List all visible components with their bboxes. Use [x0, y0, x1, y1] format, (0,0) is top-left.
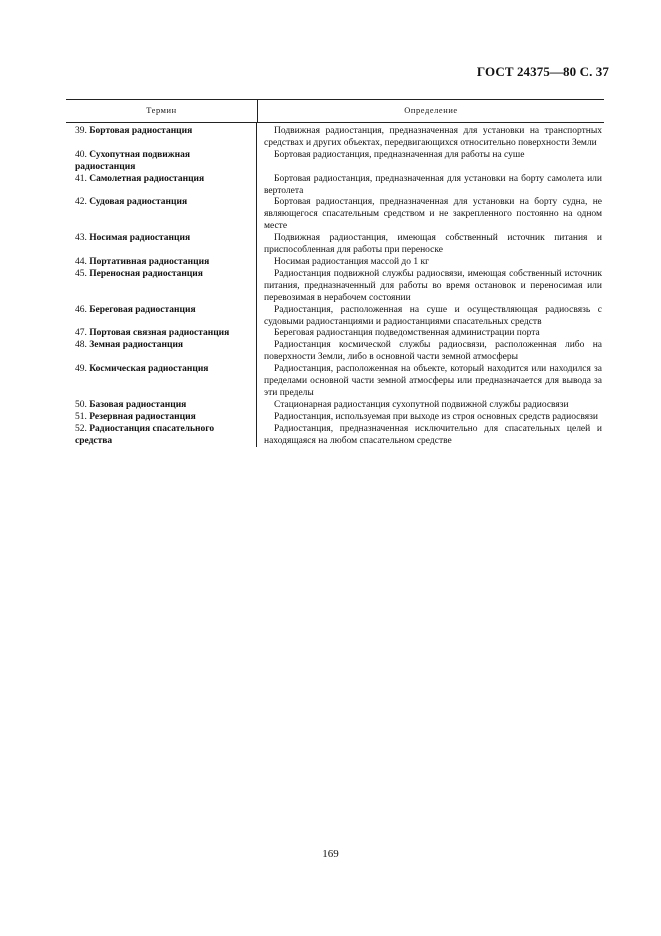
- table-row: [66, 123, 604, 150]
- definition-cell: Радиостанция, используемая при выходе из строя основных средств радиосвязи: [274, 411, 598, 422]
- term-number: 51.: [75, 411, 87, 422]
- term-cell: [66, 269, 257, 305]
- term-cell: [66, 364, 257, 400]
- table-row: [66, 233, 604, 257]
- term-cell: [66, 257, 257, 269]
- term-number: 52.: [75, 423, 87, 434]
- term-name: Судовая радиостанция: [89, 197, 188, 208]
- definition-cell: Носимая радиостанция массой до 1 кг: [274, 256, 430, 267]
- definition-cell: Бортовая радиостанция, предназначенная для установки на борту судна, не являющегося спасательным средством и не закрепленного постоянно на одном месте: [264, 197, 602, 232]
- column-header-term: Термин: [66, 100, 258, 122]
- document-header: ГОСТ 24375—80 С. 37: [476, 64, 609, 79]
- term-number: 40.: [75, 149, 87, 160]
- term-name: Самолетная радиостанция: [89, 173, 205, 184]
- term-cell: [66, 233, 257, 257]
- term-number: 43.: [75, 233, 87, 244]
- term-number: 50.: [75, 399, 87, 410]
- terms-table: [66, 99, 604, 447]
- table-row: [66, 269, 604, 305]
- definition-cell: Береговая радиостанция подведомственная администрации порта: [274, 328, 540, 339]
- column-header-definition: Определение: [404, 106, 458, 115]
- table-row: [66, 150, 604, 174]
- table-row: [66, 305, 604, 329]
- term-number: 44.: [75, 256, 87, 267]
- table-row: [66, 364, 604, 400]
- table-row: [66, 174, 604, 198]
- term-name: Носимая радиостанция: [89, 233, 191, 244]
- term-cell: [66, 197, 257, 233]
- term-number: 39.: [75, 126, 87, 136]
- table-row: [66, 412, 604, 424]
- term-cell: [66, 340, 257, 364]
- term-cell: [66, 150, 257, 174]
- table-row: [66, 328, 604, 340]
- definition-cell: Радиостанция, предназначенная исключительно для спасательных целей и находящаяся на любом спасательном средстве: [264, 423, 602, 446]
- term-number: 46.: [75, 304, 87, 315]
- definition-cell: Радиостанция подвижной службы радиосвязи, имеющая собственный источник питания, предназначенный для работы во время остановок и переносимая или перевозимая в нерабочем состоянии: [264, 268, 602, 303]
- table-row: [66, 400, 604, 412]
- term-name: Радиостанция спасательного средства: [75, 423, 215, 446]
- table-row: [66, 340, 604, 364]
- term-cell: [66, 123, 257, 150]
- definition-cell: Подвижная радиостанция, предназначенная для установки на транспортных средствах и других объектах, передвигающихся относительно поверхности Земли: [264, 126, 602, 148]
- term-cell: [66, 412, 257, 424]
- term-name: Портативная радиостанция: [89, 256, 210, 267]
- term-name: Земная радиостанция: [89, 340, 184, 351]
- table-row: [66, 424, 604, 448]
- table-row: [66, 197, 604, 233]
- term-number: 41.: [75, 173, 87, 184]
- term-name: Базовая радиостанция: [89, 399, 187, 410]
- table-header: [66, 99, 604, 123]
- term-cell: [66, 174, 257, 198]
- term-number: 42.: [75, 197, 87, 208]
- page-number: 169: [322, 848, 339, 860]
- term-name: Портовая связная радиостанция: [89, 328, 230, 339]
- term-name: Резервная радиостанция: [89, 411, 196, 422]
- term-name: Бортовая радиостанция: [89, 126, 193, 136]
- term-number: 47.: [75, 328, 87, 339]
- term-number: 45.: [75, 268, 87, 279]
- term-cell: [66, 305, 257, 329]
- term-number: 49.: [75, 364, 87, 375]
- term-cell: [66, 400, 257, 412]
- definition-cell: Радиостанция, расположенная на суше и осуществляющая радиосвязь с судовыми радиостанциями и радиостанциями спасательных средств: [264, 304, 602, 327]
- definition-cell: Радиостанция космической службы радиосвязи, расположенная либо на поверхности Земли, либо в основной части земной атмосферы: [264, 340, 602, 363]
- definition-cell: Бортовая радиостанция, предназначенная для работы на суше: [274, 149, 525, 160]
- term-cell: [66, 328, 257, 340]
- term-name: Сухопутная подвижная радиостанция: [75, 149, 191, 172]
- table-body: [66, 123, 604, 447]
- term-number: 48.: [75, 340, 87, 351]
- term-name: Береговая радиостанция: [89, 304, 196, 315]
- definition-cell: Радиостанция, расположенная на объекте, который находится или находился за пределами основной части земной атмосферы или предназначается для вывода за эти пределы: [264, 364, 602, 398]
- definition-cell: Стационарная радиостанция сухопутной подвижной службы радиосвязи: [274, 399, 569, 410]
- definition-cell: Подвижная радиостанция, имеющая собственный источник питания и приспособленная для работы при переноске: [264, 233, 602, 256]
- table-row: [66, 257, 604, 269]
- term-name: Переносная радиостанция: [89, 268, 203, 279]
- definition-cell: Бортовая радиостанция, предназначенная для установки на борту самолета или вертолета: [264, 173, 602, 196]
- term-cell: [66, 424, 257, 448]
- term-name: Космическая радиостанция: [89, 364, 209, 375]
